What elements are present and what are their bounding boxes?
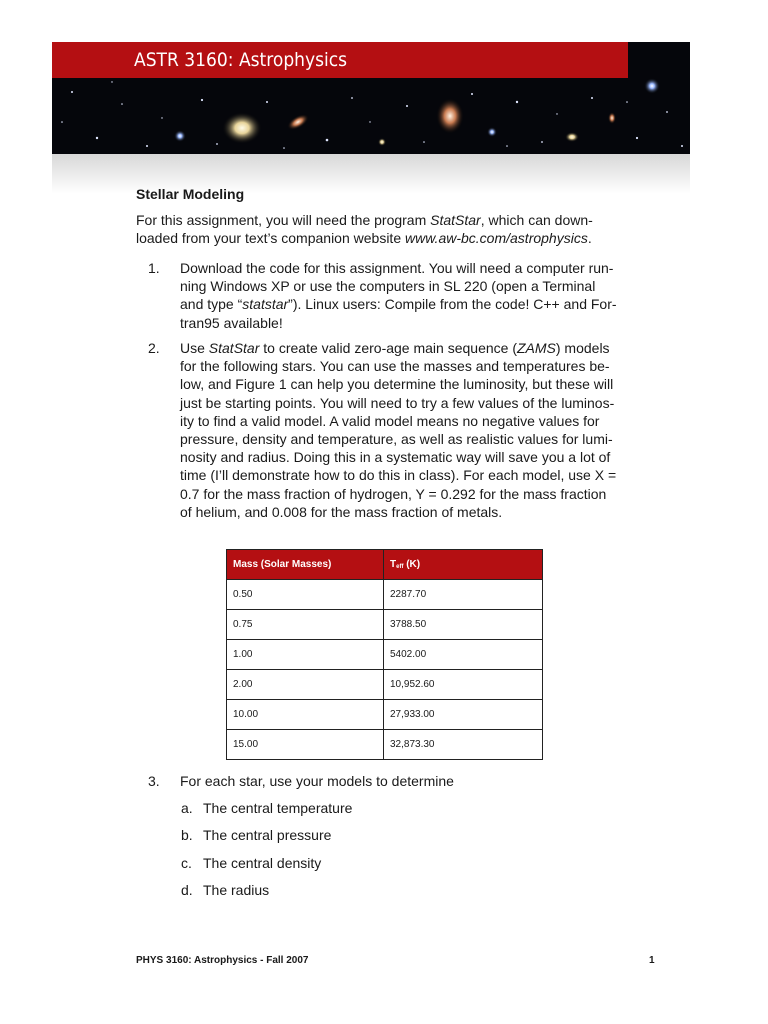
- item-text: to create valid zero-age main sequence (: [259, 340, 517, 356]
- item-line: tran95 available!: [180, 314, 283, 331]
- item-body: [180, 772, 650, 790]
- item-line: pressure, density and temperature, as well as realistic values for lumi-: [180, 431, 613, 448]
- item-number: 2.: [148, 340, 160, 356]
- item-line: 0.7 for the mass fraction of hydrogen, Y = 0.292 for the mass fraction: [180, 485, 607, 502]
- item-line: [180, 295, 650, 313]
- teff-cell: 5402.00: [384, 640, 543, 670]
- teff-cell: 10,952.60: [384, 670, 543, 700]
- item-line: low, and Figure 1 can help you determine the luminosity, but these will: [180, 376, 614, 393]
- subitem-letter: a.: [181, 800, 193, 816]
- item-line: Download the code for this assignment. You will need a computer run-: [180, 260, 614, 276]
- item-line: [180, 339, 650, 357]
- subitem-letter: b.: [181, 827, 193, 843]
- item-text: ) models: [555, 340, 610, 356]
- table-row: [227, 700, 543, 730]
- teff-cell: 27,933.00: [384, 700, 543, 730]
- mass-cell: 10.00: [227, 700, 384, 730]
- teff-cell: 3788.50: [384, 610, 543, 640]
- program-name: StatStar: [208, 340, 260, 356]
- mass-cell: 15.00: [227, 730, 384, 760]
- teff-symbol: T: [390, 559, 397, 570]
- intro-paragraph: [136, 211, 636, 247]
- subitem-radius: [181, 882, 269, 898]
- table-row: [227, 670, 543, 700]
- table-row: [227, 610, 543, 640]
- page-number: 1: [649, 955, 655, 966]
- item-text: ”). Linux users: Compile from the code! C++ and For-: [288, 296, 617, 313]
- item-line: of helium, and 0.008 for the mass fraction of metals.: [180, 503, 503, 520]
- section-heading: Stellar Modeling: [136, 186, 245, 202]
- table-row: [227, 580, 543, 610]
- teff-unit: (K): [403, 559, 421, 570]
- item-line: just be starting points. You will need to try a few values of the luminos-: [180, 394, 615, 411]
- item-line: ity to find a valid model. A valid model means no negative values for: [180, 412, 600, 429]
- subitem-text: The central density: [203, 855, 322, 871]
- subitem-central-density: [181, 855, 321, 871]
- subitem-letter: d.: [181, 882, 193, 898]
- intro-text: loaded from your text’s companion website: [136, 230, 405, 246]
- intro-line-2: [136, 229, 636, 247]
- subitem-central-pressure: [181, 827, 331, 843]
- table-row: [227, 640, 543, 670]
- subitem-letter: c.: [181, 855, 192, 871]
- subitem-text: The central temperature: [203, 800, 353, 816]
- item-line: For each star, use your models to determine: [180, 773, 454, 789]
- item-line: nosity and radius. Doing this in a systematic way will save you a lot of: [180, 449, 611, 466]
- website-link[interactable]: www.aw-bc.com/astrophysics: [405, 230, 588, 246]
- mass-column-header: Mass (Solar Masses): [227, 550, 384, 580]
- item-body: [180, 339, 650, 521]
- item-number: 1.: [148, 260, 160, 276]
- subitem-text: The radius: [203, 882, 270, 898]
- command-name: statstar: [242, 296, 289, 313]
- mass-cell: 2.00: [227, 670, 384, 700]
- program-name: StatStar: [430, 212, 481, 228]
- item-line: ning Windows XP or use the computers in SL 220 (open a Terminal: [180, 278, 596, 295]
- subitem-central-temperature: [181, 800, 352, 816]
- mass-cell: 0.75: [227, 610, 384, 640]
- subitem-text: The central pressure: [203, 827, 332, 843]
- teff-cell: 2287.70: [384, 580, 543, 610]
- zams-term: ZAMS: [516, 340, 556, 356]
- item-line: for the following stars. You can use the masses and temperatures be-: [180, 358, 610, 375]
- teff-subscript: eff: [396, 564, 404, 570]
- item-text: Use: [180, 340, 209, 356]
- intro-text: For this assignment, you will need the program: [136, 212, 431, 228]
- item-text: and type “: [180, 296, 243, 313]
- teff-cell: 32,873.30: [384, 730, 543, 760]
- mass-cell: 0.50: [227, 580, 384, 610]
- table-header-row: [227, 550, 543, 580]
- intro-text: .: [587, 230, 592, 246]
- intro-line-1: [136, 211, 636, 229]
- stellar-mass-table: [226, 549, 543, 760]
- item-number: 3.: [148, 773, 160, 789]
- teff-column-header: [384, 550, 543, 580]
- intro-text: , which can down-: [480, 212, 593, 228]
- table-row: [227, 730, 543, 760]
- item-line: time (I’ll demonstrate how to do this in class). For each model, use X =: [180, 467, 617, 484]
- footer-course: PHYS 3160: Astrophysics - Fall 2007: [136, 955, 309, 966]
- item-body: [180, 259, 650, 332]
- course-title: ASTR 3160: Astrophysics: [52, 42, 628, 78]
- mass-cell: 1.00: [227, 640, 384, 670]
